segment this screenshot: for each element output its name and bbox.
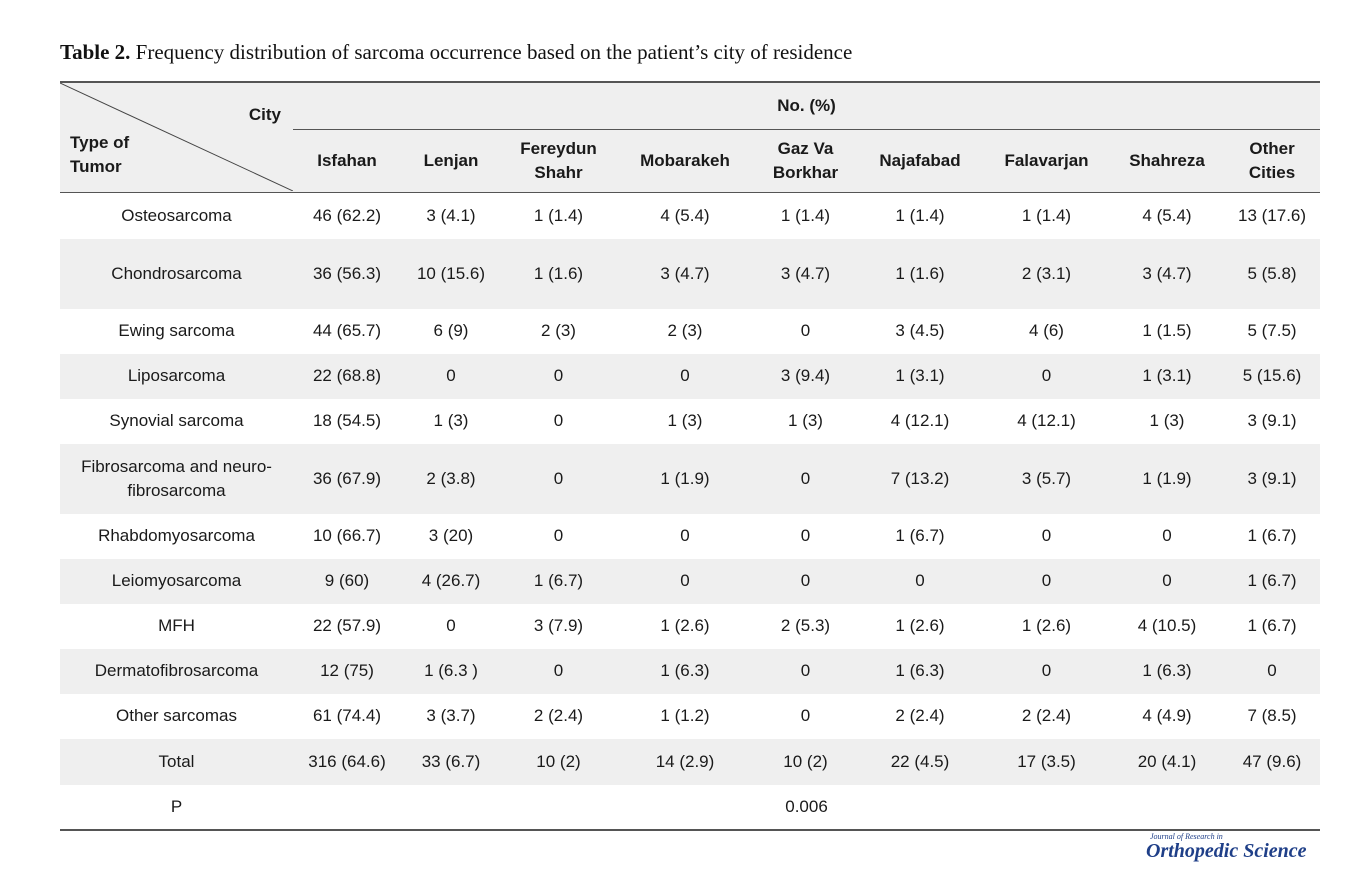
count-cell: 1 (6.7)	[1224, 514, 1320, 559]
count-cell: 18 (54.5)	[293, 399, 401, 444]
header-corner-cell	[60, 82, 293, 193]
count-cell: 20 (4.1)	[1110, 739, 1224, 785]
tumor-type-cell: Rhabdomyosarcoma	[60, 514, 293, 559]
column-header: Other Cities	[1224, 130, 1320, 193]
count-cell: 2 (3.1)	[983, 239, 1110, 309]
header-group-label: No. (%)	[293, 82, 1320, 130]
count-cell: 1 (1.9)	[1110, 444, 1224, 514]
tumor-type-cell: Other sarcomas	[60, 694, 293, 739]
count-cell: 0	[1110, 514, 1224, 559]
count-cell: 4 (12.1)	[857, 399, 983, 444]
count-cell: 0	[1110, 559, 1224, 604]
count-cell: 2 (3)	[501, 309, 616, 354]
count-cell: 61 (74.4)	[293, 694, 401, 739]
table-caption-text: Frequency distribution of sarcoma occurrence based on the patient’s city of residence	[130, 40, 853, 64]
column-header: Shahreza	[1110, 130, 1224, 193]
count-cell: 5 (15.6)	[1224, 354, 1320, 399]
table-row	[60, 739, 1320, 785]
count-cell: 1 (1.4)	[754, 193, 857, 239]
tumor-type-cell: Liposarcoma	[60, 354, 293, 399]
count-cell: 44 (65.7)	[293, 309, 401, 354]
frequency-table	[60, 81, 1320, 831]
count-cell: 13 (17.6)	[1224, 193, 1320, 239]
count-cell: 3 (9.4)	[754, 354, 857, 399]
count-cell: 22 (4.5)	[857, 739, 983, 785]
count-cell: 7 (8.5)	[1224, 694, 1320, 739]
count-cell: 5 (7.5)	[1224, 309, 1320, 354]
count-cell: 1 (6.3)	[1110, 649, 1224, 694]
count-cell: 3 (4.7)	[754, 239, 857, 309]
count-cell: 1 (1.2)	[616, 694, 754, 739]
count-cell: 36 (56.3)	[293, 239, 401, 309]
count-cell: 1 (6.7)	[857, 514, 983, 559]
column-header: Falavarjan	[983, 130, 1110, 193]
count-cell: 3 (9.1)	[1224, 444, 1320, 514]
count-cell: 4 (5.4)	[1110, 193, 1224, 239]
count-cell: 0	[754, 444, 857, 514]
count-cell: 0	[501, 444, 616, 514]
count-cell: 1 (3)	[1110, 399, 1224, 444]
count-cell: 0	[401, 604, 501, 649]
column-header: Mobarakeh	[616, 130, 754, 193]
count-cell: 3 (4.7)	[616, 239, 754, 309]
count-cell: 1 (3)	[401, 399, 501, 444]
count-cell: 0	[501, 514, 616, 559]
count-cell: 6 (9)	[401, 309, 501, 354]
count-cell: 22 (57.9)	[293, 604, 401, 649]
tumor-type-cell: Chondrosarcoma	[60, 239, 293, 309]
count-cell: 0	[754, 694, 857, 739]
count-cell: 1 (1.4)	[983, 193, 1110, 239]
count-cell: 47 (9.6)	[1224, 739, 1320, 785]
count-cell: 1 (3)	[754, 399, 857, 444]
count-cell: 7 (13.2)	[857, 444, 983, 514]
count-cell: 2 (5.3)	[754, 604, 857, 649]
count-cell: 3 (7.9)	[501, 604, 616, 649]
count-cell: 3 (5.7)	[983, 444, 1110, 514]
count-cell: 3 (9.1)	[1224, 399, 1320, 444]
count-cell: 36 (67.9)	[293, 444, 401, 514]
count-cell: 0	[401, 354, 501, 399]
table-row	[60, 399, 1320, 444]
count-cell: 0	[754, 649, 857, 694]
count-cell: 0	[983, 559, 1110, 604]
count-cell: 1 (3)	[616, 399, 754, 444]
column-header: Isfahan	[293, 130, 401, 193]
table-row	[60, 514, 1320, 559]
tumor-type-cell: Osteosarcoma	[60, 193, 293, 239]
column-header: Najafabad	[857, 130, 983, 193]
column-header: Lenjan	[401, 130, 501, 193]
count-cell: 0	[616, 354, 754, 399]
count-cell: 1 (1.4)	[501, 193, 616, 239]
count-cell: 1 (2.6)	[616, 604, 754, 649]
count-cell: 10 (66.7)	[293, 514, 401, 559]
count-cell: 0	[983, 649, 1110, 694]
count-cell: 0	[501, 649, 616, 694]
count-cell: 0	[983, 354, 1110, 399]
count-cell: 0	[857, 559, 983, 604]
column-header: Gaz Va Borkhar	[754, 130, 857, 193]
count-cell: 4 (6)	[983, 309, 1110, 354]
journal-logo	[1146, 832, 1321, 864]
count-cell: 2 (2.4)	[983, 694, 1110, 739]
count-cell: 1 (1.4)	[857, 193, 983, 239]
tumor-type-cell: Fibrosarcoma and neuro- fibrosarcoma	[60, 444, 293, 514]
count-cell: 4 (26.7)	[401, 559, 501, 604]
count-cell: 4 (12.1)	[983, 399, 1110, 444]
count-cell: 1 (2.6)	[857, 604, 983, 649]
count-cell: 12 (75)	[293, 649, 401, 694]
count-cell: 9 (60)	[293, 559, 401, 604]
count-cell: 2 (2.4)	[857, 694, 983, 739]
table-row	[60, 604, 1320, 649]
count-cell: 3 (20)	[401, 514, 501, 559]
count-cell: 17 (3.5)	[983, 739, 1110, 785]
count-cell: 1 (6.3 )	[401, 649, 501, 694]
table-row	[60, 559, 1320, 604]
count-cell: 1 (3.1)	[857, 354, 983, 399]
count-cell: 316 (64.6)	[293, 739, 401, 785]
count-cell: 0	[754, 559, 857, 604]
count-cell: 1 (1.6)	[501, 239, 616, 309]
count-cell: 4 (10.5)	[1110, 604, 1224, 649]
table-caption	[60, 40, 852, 65]
count-cell: 10 (2)	[754, 739, 857, 785]
tumor-type-cell: Ewing sarcoma	[60, 309, 293, 354]
count-cell: 2 (3.8)	[401, 444, 501, 514]
count-cell: 0	[754, 514, 857, 559]
count-cell: 3 (4.5)	[857, 309, 983, 354]
tumor-type-cell: MFH	[60, 604, 293, 649]
count-cell: 22 (68.8)	[293, 354, 401, 399]
journal-logo-small-text: Journal of Research in	[1150, 832, 1223, 841]
count-cell: 0	[616, 559, 754, 604]
count-cell: 0	[983, 514, 1110, 559]
count-cell: 0	[754, 309, 857, 354]
p-value-row	[60, 785, 1320, 830]
count-cell: 1 (1.5)	[1110, 309, 1224, 354]
tumor-type-cell: Leiomyosarcoma	[60, 559, 293, 604]
count-cell: 0	[501, 399, 616, 444]
tumor-type-cell: Total	[60, 739, 293, 785]
count-cell: 4 (5.4)	[616, 193, 754, 239]
count-cell: 33 (6.7)	[401, 739, 501, 785]
table-row	[60, 354, 1320, 399]
table-row	[60, 239, 1320, 309]
column-header: Fereydun Shahr	[501, 130, 616, 193]
table-caption-label: Table 2.	[60, 40, 131, 64]
journal-logo-title: Orthopedic Science	[1146, 840, 1307, 862]
table-row	[60, 309, 1320, 354]
count-cell: 3 (4.7)	[1110, 239, 1224, 309]
count-cell: 1 (6.7)	[501, 559, 616, 604]
count-cell: 0	[1224, 649, 1320, 694]
count-cell: 2 (2.4)	[501, 694, 616, 739]
count-cell: 1 (2.6)	[983, 604, 1110, 649]
count-cell: 0	[501, 354, 616, 399]
count-cell: 1 (1.6)	[857, 239, 983, 309]
count-cell: 1 (6.7)	[1224, 604, 1320, 649]
table-row	[60, 444, 1320, 514]
corner-type-label: Type of Tumor	[70, 133, 130, 176]
count-cell: 3 (3.7)	[401, 694, 501, 739]
p-value: 0.006	[293, 785, 1320, 830]
count-cell: 1 (6.3)	[857, 649, 983, 694]
count-cell: 0	[616, 514, 754, 559]
table-row	[60, 649, 1320, 694]
tumor-type-cell: Synovial sarcoma	[60, 399, 293, 444]
count-cell: 5 (5.8)	[1224, 239, 1320, 309]
tumor-type-cell: Dermatofibrosarcoma	[60, 649, 293, 694]
count-cell: 2 (3)	[616, 309, 754, 354]
count-cell: 4 (4.9)	[1110, 694, 1224, 739]
corner-city-label: City	[248, 105, 281, 124]
count-cell: 1 (6.7)	[1224, 559, 1320, 604]
count-cell: 10 (2)	[501, 739, 616, 785]
count-cell: 1 (1.9)	[616, 444, 754, 514]
count-cell: 3 (4.1)	[401, 193, 501, 239]
count-cell: 1 (6.3)	[616, 649, 754, 694]
count-cell: 1 (3.1)	[1110, 354, 1224, 399]
count-cell: 14 (2.9)	[616, 739, 754, 785]
p-value-label: P	[60, 785, 293, 830]
count-cell: 10 (15.6)	[401, 239, 501, 309]
table-row	[60, 193, 1320, 239]
table-row	[60, 694, 1320, 739]
count-cell: 46 (62.2)	[293, 193, 401, 239]
